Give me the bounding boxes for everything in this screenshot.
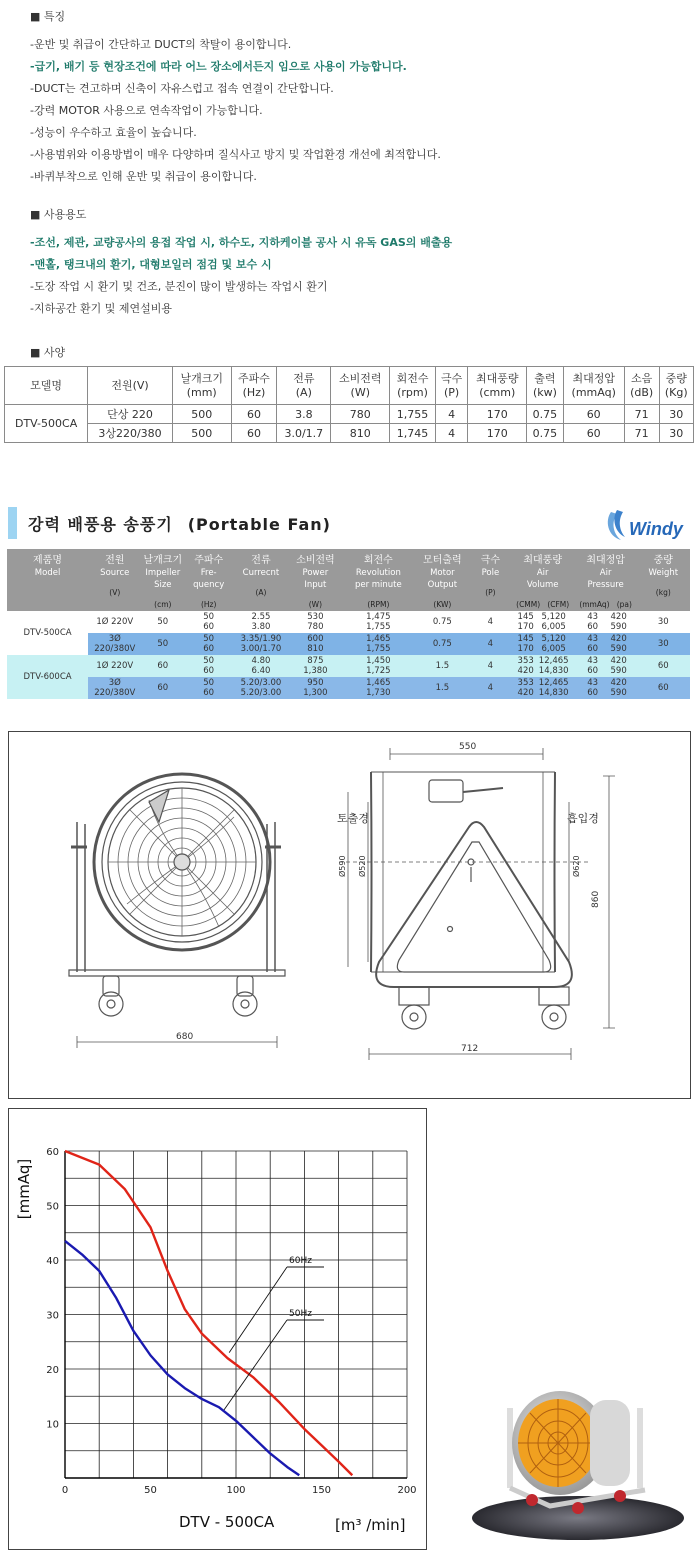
series-label: 50Hz (289, 1309, 312, 1319)
model-header-kr: 전류 (251, 555, 271, 566)
spec-cell: 71 (624, 405, 659, 424)
spec-table (4, 366, 694, 443)
series-line-50Hz (65, 1241, 299, 1475)
model-cell-a: 3.35/1.90 3.00/1.70 (233, 633, 288, 655)
model-header (233, 549, 288, 611)
model-header (342, 549, 415, 611)
performance-chart (8, 1108, 427, 1550)
spec-cell: 60 (231, 405, 277, 424)
spec-cell: 71 (624, 424, 659, 443)
spec-header: 모델명 (5, 367, 88, 405)
spec-header: 소음 (dB) (624, 367, 659, 405)
dim-d520: Ø520 (358, 855, 367, 877)
features-list (30, 34, 441, 188)
spec-cell: 170 (468, 405, 527, 424)
model-cell-mmaq: 43 60 (587, 612, 599, 632)
y-tick-label: 10 (46, 1419, 59, 1431)
model-cell-airpressure (575, 677, 637, 699)
model-cell-cmm: 145 170 (517, 612, 534, 632)
model-cell-p: 4 (470, 655, 511, 677)
y-tick-label: 50 (46, 1201, 59, 1213)
model-header (141, 549, 184, 611)
y-tick-label: 40 (46, 1256, 59, 1267)
feature-line: -DUCT는 견고하며 신축이 자유스럽고 접속 연결이 간단합니다. (30, 82, 334, 95)
model-header-unit: (RPM) (367, 600, 390, 609)
spec-cell: 500 (172, 424, 231, 443)
model-cell-p: 4 (470, 611, 511, 633)
dim-top-width: 550 (459, 742, 477, 752)
outlet-label: 토출경 (337, 812, 369, 825)
features-section (30, 8, 441, 188)
model-row (7, 611, 690, 633)
spec-cell: 1,755 (390, 405, 436, 424)
x-axis-label: [m³ /min] (335, 1516, 406, 1534)
model-header-unit: (kg) (655, 588, 671, 597)
model-cell-pa: 420 590 (610, 656, 627, 676)
model-cell-rpm: 1,465 1,730 (342, 677, 415, 699)
spec-cell: 3.0/1.7 (277, 424, 331, 443)
model-header-unit: (cm) (154, 600, 172, 609)
model-cell-airvolume (511, 655, 575, 677)
model-cell-w: 600 810 (289, 633, 342, 655)
model-header-kr: 중량 (653, 555, 673, 566)
y-axis-label: [mmAq] (15, 1158, 33, 1220)
model-cell-w: 875 1,380 (289, 655, 342, 677)
dimension-drawing (8, 731, 691, 1099)
model-header-unit: (V) (109, 588, 121, 597)
feature-line: -강력 MOTOR 사용으로 연속작업이 가능합니다. (30, 104, 263, 117)
model-cell-cfm: 12,465 14,830 (538, 656, 569, 676)
model-header-kr: 주파수 (194, 555, 224, 566)
model-cell-airvolume (511, 677, 575, 699)
spec-cell: 3상220/380 (88, 424, 173, 443)
x-tick-label: 200 (397, 1485, 417, 1496)
feature-line: -바퀴부착으로 인해 운반 및 취급이 용이합니다. (30, 170, 257, 183)
model-cell-airpressure (575, 633, 637, 655)
model-row (7, 655, 690, 677)
model-cell-kg: 60 (637, 677, 690, 699)
model-cell-cmm: 145 170 (517, 634, 534, 654)
spec-cell: 60 (231, 424, 277, 443)
model-cell-size: 60 (141, 677, 184, 699)
model-header (184, 549, 233, 611)
model-cell-w: 950 1,300 (289, 677, 342, 699)
leader-line (229, 1267, 287, 1353)
spec-header: 소비전력 (W) (331, 367, 390, 405)
model-cell-a: 4.80 6.40 (233, 655, 288, 677)
spec-cell: 0.75 (527, 424, 564, 443)
model-cell-source: 1Ø 220V (88, 611, 141, 633)
model-header-unit: (W) (308, 600, 323, 609)
model-cell-size: 50 (141, 633, 184, 655)
model-cell-p: 4 (470, 633, 511, 655)
spec-model-cell: DTV-500CA (5, 405, 88, 443)
x-tick-label: 150 (311, 1485, 332, 1496)
model-cell-hz: 50 60 (184, 655, 233, 677)
model-cell-source: 1Ø 220V (88, 655, 141, 677)
spec-cell: 4 (435, 405, 468, 424)
model-header-kr: 제품명 (33, 555, 63, 566)
usage-line: -조선, 제관, 교량공사의 용접 작업 시, 하수도, 지하케이블 공사 시 유독 GAS의 배출용 (30, 236, 453, 249)
model-header-en: Motor Output (427, 568, 458, 590)
spec-header: 날개크기 (mm) (172, 367, 231, 405)
model-header (575, 549, 637, 611)
model-cell-kg: 30 (637, 611, 690, 633)
usage-section (30, 206, 452, 320)
model-header-en: Power Input (302, 568, 329, 590)
model-header-unit: (A) (255, 588, 267, 597)
spec-cell: 780 (331, 405, 390, 424)
model-cell-cmm: 353 420 (517, 678, 534, 698)
model-header-kr: 모터출력 (423, 555, 462, 566)
model-cell-airvolume (511, 633, 575, 655)
x-tick-label: 0 (61, 1485, 69, 1496)
model-header-en: Revolution per minute (354, 568, 402, 590)
dim-d620: Ø620 (572, 855, 581, 877)
model-cell-rpm: 1,450 1,725 (342, 655, 415, 677)
drawing-svg (9, 732, 692, 1100)
model-cell-kw: 1.5 (415, 655, 470, 677)
features-title: ■ 특징 (30, 10, 66, 23)
model-header-kr: 최대정압 (586, 555, 625, 566)
model-cell-kg: 30 (637, 633, 690, 655)
usage-line: -지하공간 환기 및 제연설비용 (30, 302, 172, 315)
inlet-label: 흡입경 (567, 812, 599, 825)
spec-header: 중량 (Kg) (659, 367, 693, 405)
model-header-unit: (Hz) (200, 600, 217, 609)
model-header-unit: (KW) (433, 600, 452, 609)
spec-cell: 3.8 (277, 405, 331, 424)
spec-cell: 단상 220 (88, 405, 173, 424)
usage-line: -도장 작업 시 환기 및 건조, 분진이 많이 발생하는 작업시 환기 (30, 280, 328, 293)
spec-cell: 30 (659, 405, 693, 424)
model-header (511, 549, 575, 611)
spec-cell: 1,745 (390, 424, 436, 443)
model-cell-hz: 50 60 (184, 633, 233, 655)
model-header-kr: 소비전력 (296, 555, 335, 566)
spec-row (5, 405, 694, 424)
spec-cell: 60 (563, 405, 624, 424)
spec-header: 극수 (P) (435, 367, 468, 405)
model-table (7, 549, 690, 699)
model-cell-cfm: 5,120 6,005 (541, 612, 566, 632)
model-cell-kg: 60 (637, 655, 690, 677)
model-header-unit: (P) (485, 588, 496, 597)
model-cell-cmm: 353 420 (517, 656, 534, 676)
spec-header: 출력 (kw) (527, 367, 564, 405)
model-header (470, 549, 511, 611)
dim-side-width: 712 (461, 1044, 479, 1054)
model-header-unit: (mmAq) (pa) (579, 600, 632, 609)
model-cell-mmaq: 43 60 (587, 634, 599, 654)
model-header-en: Currecnt (242, 568, 280, 578)
model-header-kr: 날개크기 (143, 555, 183, 566)
spec-title: ■ 사양 (30, 346, 66, 359)
catalog-title (28, 512, 331, 535)
model-header-en: Weight (648, 568, 679, 578)
model-cell-mmaq: 43 60 (587, 656, 599, 676)
model-header-en: Model (34, 568, 61, 578)
spec-header: 주파수 (Hz) (231, 367, 277, 405)
model-row (7, 633, 690, 655)
model-cell-mmaq: 43 60 (587, 678, 599, 698)
feature-line: -급기, 배기 등 현장조건에 따라 어느 장소에서든지 임으로 사용이 가능합니다. (30, 60, 407, 73)
catalog-title-en: (Portable Fan) (187, 515, 331, 534)
windy-logo (603, 506, 691, 546)
model-header-kr: 극수 (480, 555, 501, 566)
heading-accent-bar (8, 507, 17, 539)
model-cell-size: 50 (141, 611, 184, 633)
model-cell-kw: 0.75 (415, 611, 470, 633)
model-cell-source: 3Ø 220/380V (88, 633, 141, 655)
model-cell-source: 3Ø 220/380V (88, 677, 141, 699)
model-header-kr: 최대풍량 (523, 555, 562, 566)
x-tick-label: 50 (144, 1485, 157, 1496)
y-tick-label: 20 (46, 1365, 59, 1376)
model-header-unit: (CMM) (CFM) (516, 600, 570, 609)
model-header-en: Fre- quency (193, 568, 225, 590)
model-cell-rpm: 1,465 1,755 (342, 633, 415, 655)
model-header-en: Pole (481, 568, 500, 578)
model-name-cell: DTV-500CA (7, 611, 88, 655)
windy-logo-text: Windy (629, 519, 683, 539)
chart-title: DTV - 500CA (179, 1513, 275, 1531)
model-cell-w: 530 780 (289, 611, 342, 633)
model-cell-kw: 0.75 (415, 633, 470, 655)
usage-line: -맨홀, 탱크내의 환기, 대형보일러 점검 및 보수 시 (30, 258, 272, 271)
model-row (7, 677, 690, 699)
y-tick-label: 60 (46, 1147, 59, 1158)
model-cell-airvolume (511, 611, 575, 633)
dim-front-width: 680 (176, 1032, 194, 1042)
spec-header: 최대정압 (mmAq) (563, 367, 624, 405)
model-header (637, 549, 690, 611)
model-name-cell: DTV-600CA (7, 655, 88, 699)
model-header-en: Air Volume (526, 568, 559, 590)
spec-header: 전원(V) (88, 367, 173, 405)
spec-cell: 30 (659, 424, 693, 443)
dim-d590: Ø590 (338, 855, 347, 877)
model-header (88, 549, 141, 611)
model-header-kr: 회전수 (363, 555, 393, 566)
model-header-en: Source (100, 568, 130, 578)
dim-height: 860 (591, 890, 601, 908)
model-header (415, 549, 470, 611)
spec-header: 회전수 (rpm) (390, 367, 436, 405)
spec-row (5, 424, 694, 443)
model-cell-a: 2.55 3.80 (233, 611, 288, 633)
model-cell-kw: 1.5 (415, 677, 470, 699)
spec-cell: 0.75 (527, 405, 564, 424)
model-header-kr: 전원 (105, 555, 125, 566)
model-cell-hz: 50 60 (184, 611, 233, 633)
model-cell-size: 60 (141, 655, 184, 677)
model-header-en: Impeller Size (145, 568, 181, 590)
model-header (7, 549, 88, 611)
model-cell-cfm: 12,465 14,830 (538, 678, 569, 698)
model-cell-pa: 420 590 (610, 612, 627, 632)
x-tick-label: 100 (226, 1485, 246, 1496)
spec-cell: 170 (468, 424, 527, 443)
catalog-title-kr: 강력 배풍용 송풍기 (28, 515, 173, 534)
spec-cell: 810 (331, 424, 390, 443)
feature-line: -성능이 우수하고 효율이 높습니다. (30, 126, 197, 139)
spec-header: 최대풍량 (cmm) (468, 367, 527, 405)
model-cell-pa: 420 590 (610, 634, 627, 654)
model-cell-a: 5.20/3.00 5.20/3.00 (233, 677, 288, 699)
spec-cell: 60 (563, 424, 624, 443)
chart-svg (9, 1109, 428, 1551)
y-tick-label: 30 (46, 1310, 59, 1322)
model-cell-airpressure (575, 611, 637, 633)
series-label: 60Hz (289, 1256, 312, 1266)
model-cell-rpm: 1,475 1,755 (342, 611, 415, 633)
model-header (289, 549, 342, 611)
model-cell-airpressure (575, 655, 637, 677)
model-cell-cfm: 5,120 6,005 (541, 634, 566, 654)
model-cell-hz: 50 60 (184, 677, 233, 699)
feature-line: -운반 및 취급이 간단하고 DUCT의 착탈이 용이합니다. (30, 38, 292, 51)
usage-title: ■ 사용용도 (30, 208, 87, 221)
spec-cell: 4 (435, 424, 468, 443)
model-header-en: Air Pressure (587, 568, 624, 590)
model-cell-pa: 420 590 (610, 678, 627, 698)
usage-list (30, 232, 452, 320)
spec-header: 전류 (A) (277, 367, 331, 405)
feature-line: -사용범위와 이용방법이 매우 다양하며 질식사고 방지 및 작업환경 개선에 최적합니다. (30, 148, 441, 161)
model-cell-p: 4 (470, 677, 511, 699)
spec-cell: 500 (172, 405, 231, 424)
product-photo (470, 1378, 685, 1543)
